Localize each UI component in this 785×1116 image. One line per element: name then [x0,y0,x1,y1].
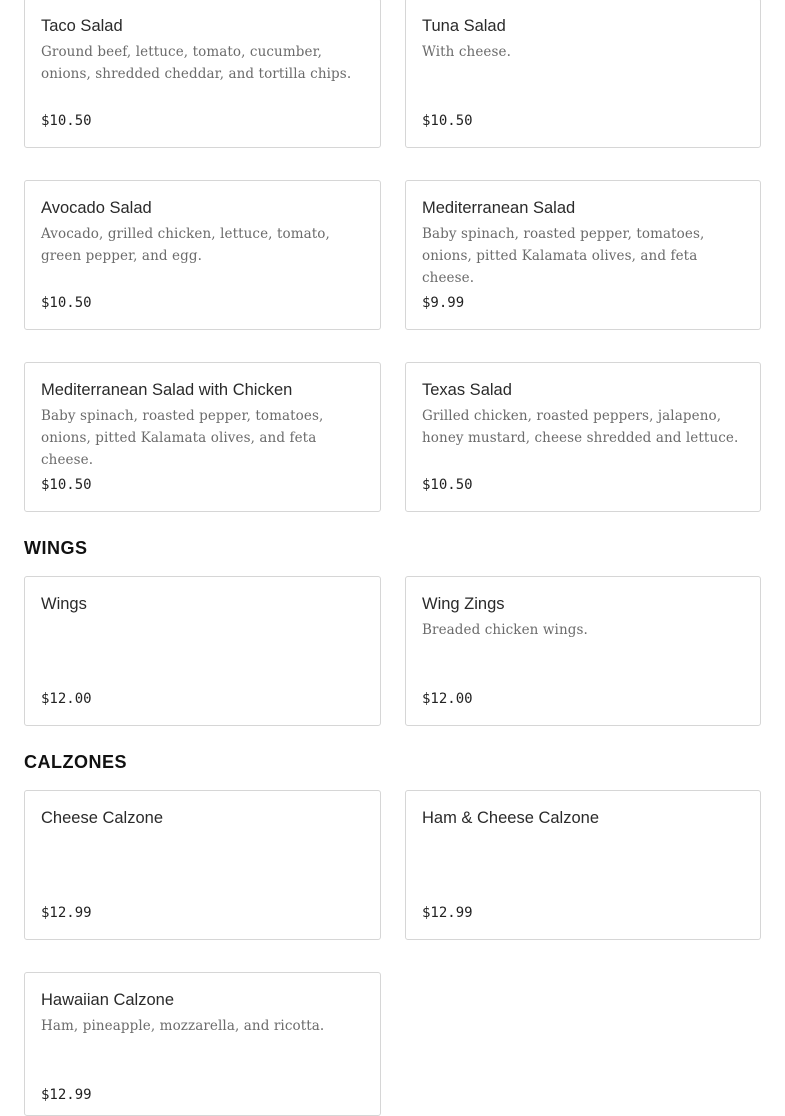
menu-item-card[interactable] [405,362,761,512]
menu-item-card[interactable] [405,576,761,726]
item-description: Breaded chicken wings. [422,622,588,638]
item-name: Cheese Calzone [41,809,163,827]
item-price: $12.00 [422,691,473,707]
item-description: With cheese. [422,44,512,60]
item-name: Ham & Cheese Calzone [422,809,600,827]
item-name: Avocado Salad [41,199,152,217]
menu-item-card[interactable] [24,576,381,726]
item-price: $10.50 [422,113,473,129]
item-name: Wing Zings [422,595,505,613]
item-description: Ham, pineapple, mozzarella, and ricotta. [41,1018,325,1034]
section-heading-calzones: CALZONES [24,752,127,772]
item-description: Grilled chicken, roasted peppers, jalapeno, honey mustard, cheese shredded and lettuce. [422,408,739,446]
menu-item-card[interactable] [24,180,381,330]
item-name: Tuna Salad [422,17,506,35]
item-name: Hawaiian Calzone [41,991,174,1009]
item-description: Baby spinach, roasted pepper, tomatoes, onions, pitted Kalamata olives, and feta cheese. [41,408,324,468]
item-price: $12.00 [41,691,92,707]
menu-item-card[interactable] [24,790,381,940]
item-description: Baby spinach, roasted pepper, tomatoes, onions, pitted Kalamata olives, and feta cheese. [422,226,705,286]
item-price: $9.99 [422,295,465,311]
item-description: Avocado, grilled chicken, lettuce, tomato, green pepper, and egg. [41,226,330,264]
menu-item-card[interactable] [24,972,381,1116]
menu-item-card[interactable] [405,180,761,330]
item-name: Taco Salad [41,17,123,35]
item-price: $12.99 [41,1087,92,1103]
item-description: Ground beef, lettuce, tomato, cucumber, onions, shredded cheddar, and tortilla chips. [41,44,352,82]
item-price: $10.50 [41,295,92,311]
item-name: Wings [41,595,87,613]
menu-item-card[interactable] [405,0,761,148]
item-name: Texas Salad [422,381,512,399]
item-price: $10.50 [422,477,473,493]
item-price: $10.50 [41,113,92,129]
item-price: $12.99 [41,905,92,921]
item-name: Mediterranean Salad with Chicken [41,381,293,399]
item-price: $12.99 [422,905,473,921]
item-name: Mediterranean Salad [422,199,576,217]
section-heading-wings: WINGS [24,538,88,558]
menu-item-card[interactable] [24,0,381,148]
item-price: $10.50 [41,477,92,493]
menu-item-card[interactable] [405,790,761,940]
menu-item-card[interactable] [24,362,381,512]
